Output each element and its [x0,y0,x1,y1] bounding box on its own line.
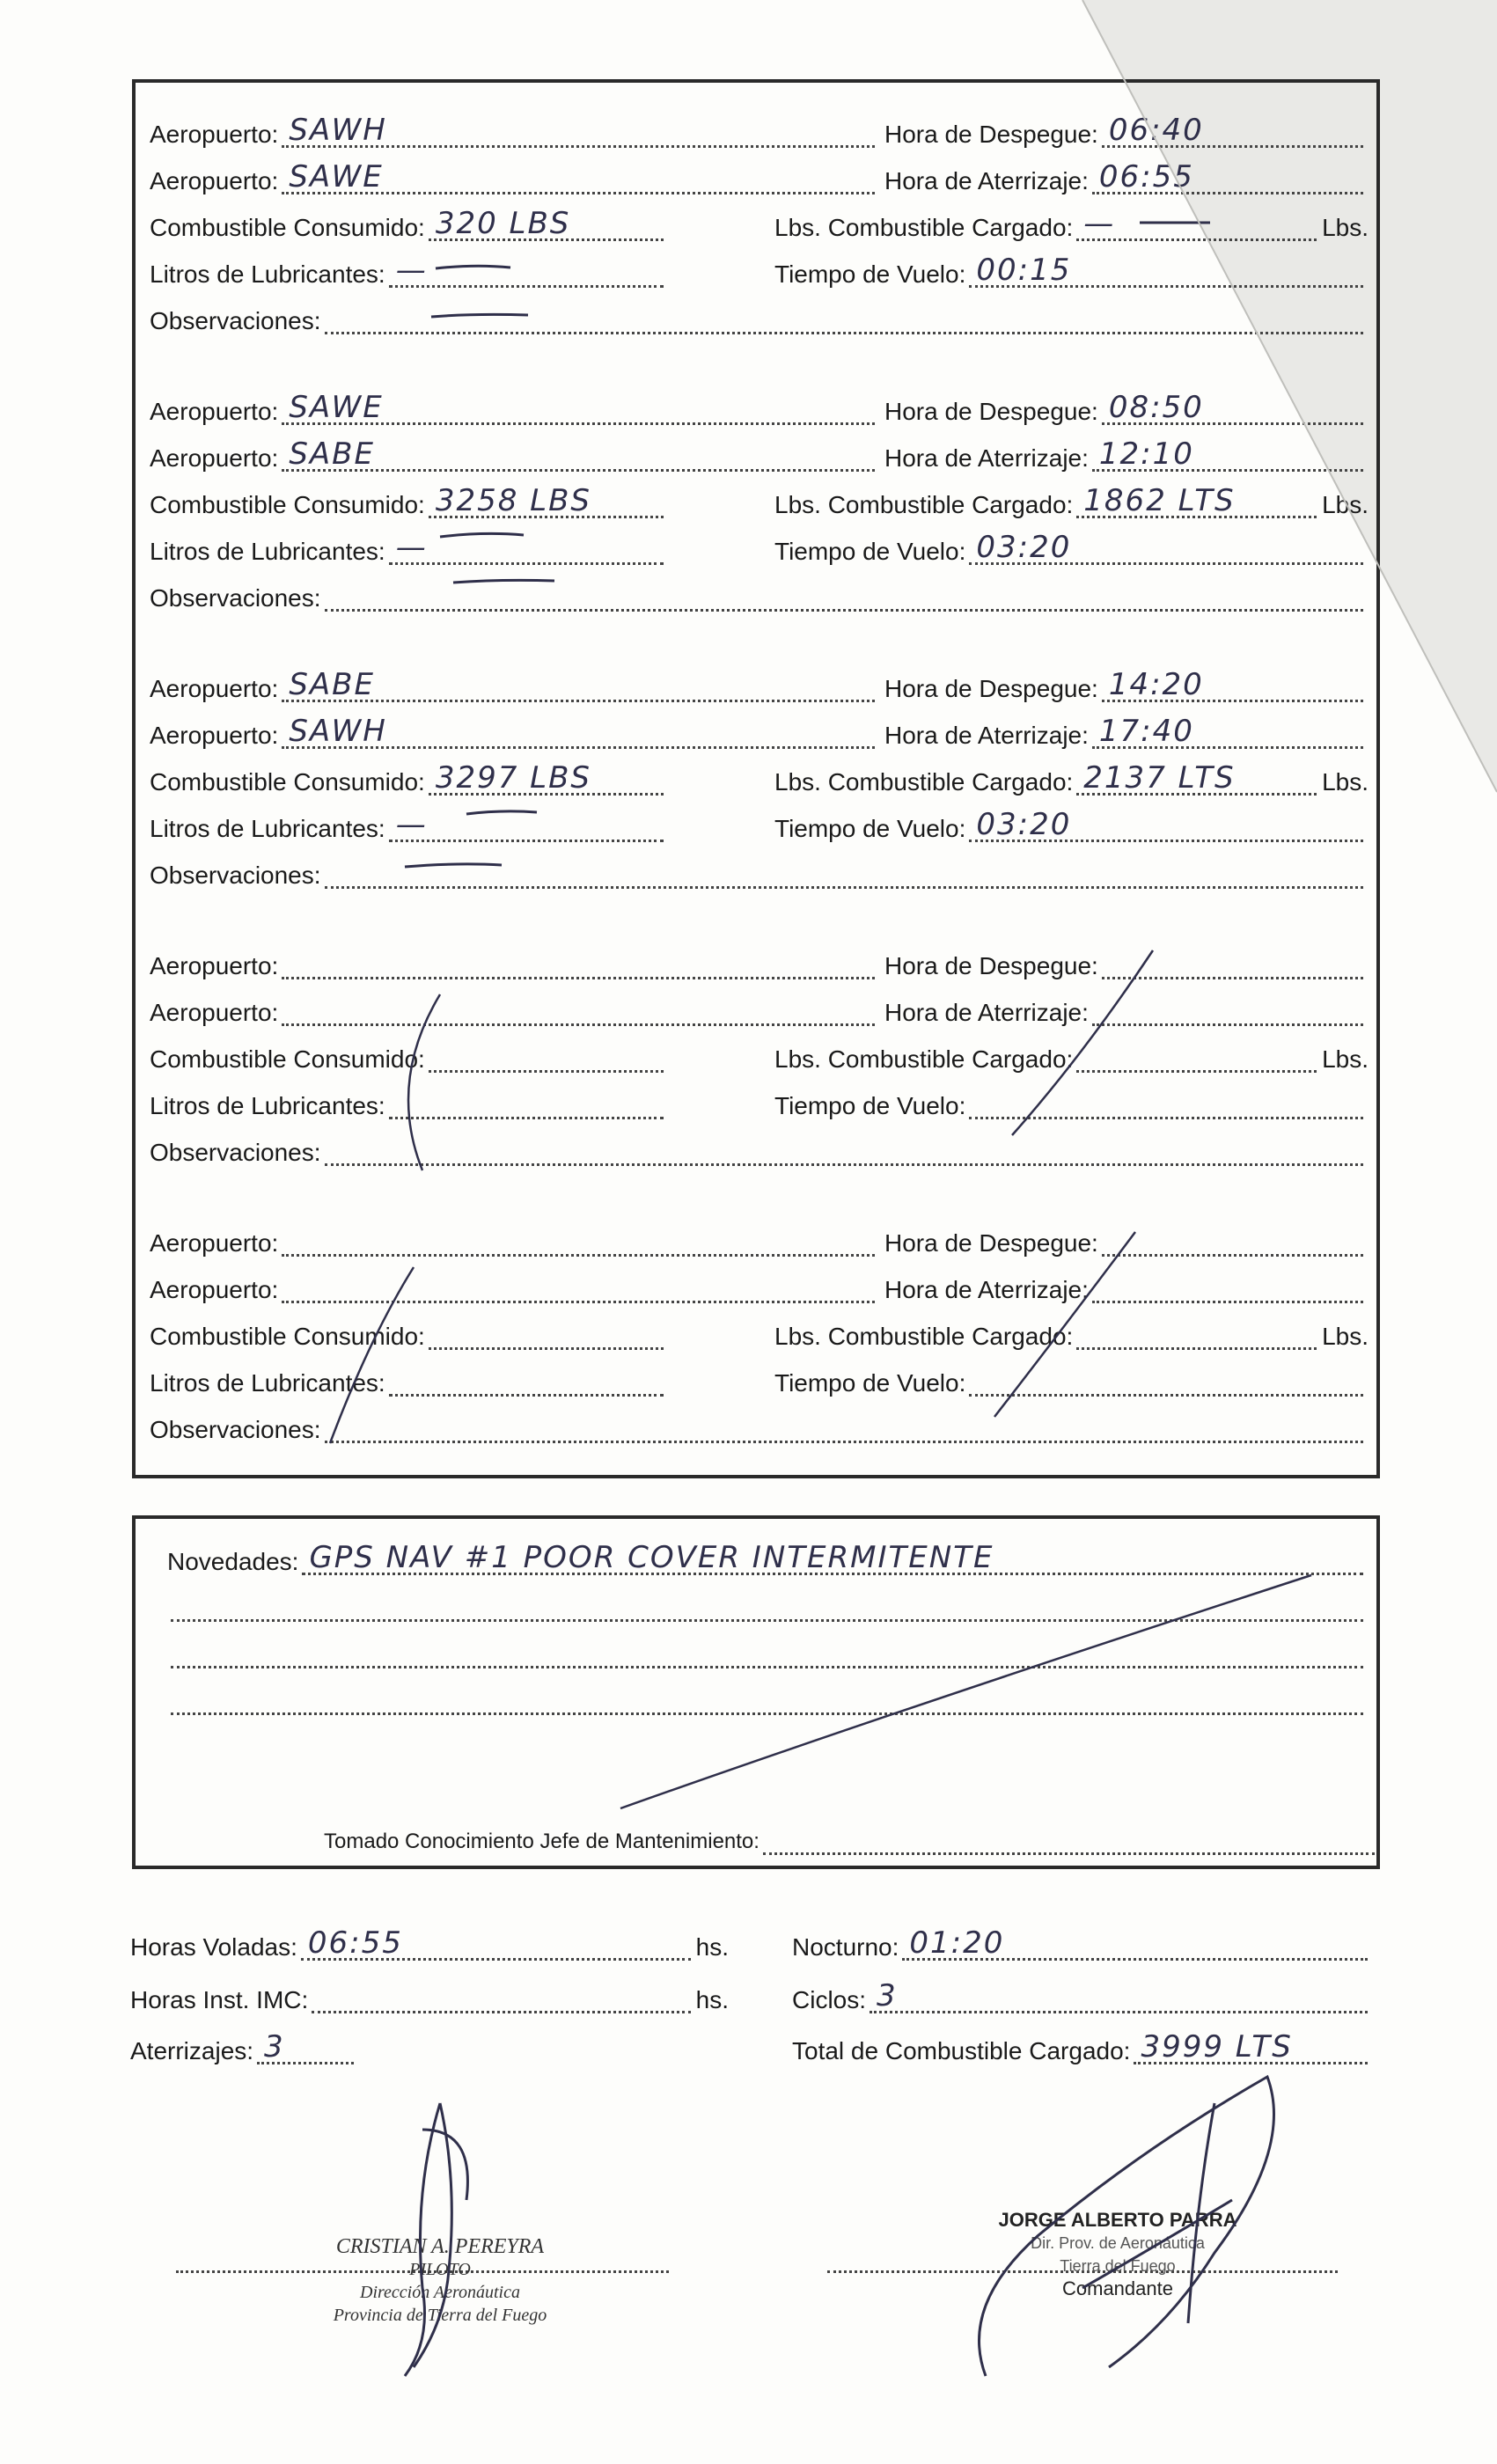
leg-1-aeropuerto-destino-row [150,161,880,202]
leg-3-observaciones-row [150,855,1369,896]
aeropuerto-origen-value: SAWH [289,113,387,148]
leg-3-litros-lubricantes-row [150,809,669,849]
aeropuerto-origen-value: SABE [289,667,375,702]
leg-3-observaciones-field[interactable] [325,860,1363,889]
leg-1-hora-despegue-row [884,114,1369,155]
stamp-right [959,2209,1276,2300]
combustible-cargado-unit: Lbs. [1322,1045,1369,1073]
combustible-consumido-value: 320 LBS [435,206,571,241]
combustible-cargado-label: Lbs. Combustible Cargado: [774,214,1074,241]
combustible-cargado-value: 2137 LTS [1083,760,1236,796]
leg-1-observaciones-field[interactable] [325,305,1363,334]
leg-2-aeropuerto-destino-field[interactable] [282,436,875,472]
leg-2-aeropuerto-destino-row [150,438,880,479]
horas-voladas-row: Horas Voladas: 06:55 hs. [130,1925,729,1961]
tomado-conocimiento-line[interactable] [763,1826,1375,1855]
stamp-right-line-3: Tierra del Fuego [1060,2257,1176,2275]
aterrizajes-field[interactable]: 3 [257,2035,354,2064]
stamp-right-line-2: Dir. Prov. de Aeronáutica [1031,2234,1205,2252]
tiempo-vuelo-label: Tiempo de Vuelo: [774,815,966,842]
hora-despegue-value: 08:50 [1108,390,1204,425]
observaciones-label: Observaciones: [150,307,321,334]
stamp-right-name: JORGE ALBERTO PARRA [998,2209,1237,2231]
leg-5-hora-aterrizaje-field[interactable] [1092,1274,1363,1303]
leg-5-observaciones-row [150,1410,1369,1450]
tomado-conocimiento-row [324,1822,1380,1862]
leg-2-combustible-consumido-field[interactable] [429,483,664,518]
leg-1-tiempo-vuelo-row [774,254,1369,295]
litros-lubricantes-label: Litros de Lubricantes: [150,1092,385,1119]
aterrizajes-row: Aterrizajes: 3 [130,2031,359,2072]
hora-despegue-label: Hora de Despegue: [884,675,1098,702]
leg-2-observaciones-row [150,578,1369,619]
leg-3-litros-lubricantes-field[interactable] [389,807,664,842]
leg-4-hora-aterrizaje-field[interactable] [1092,997,1363,1026]
leg-3-combustible-cargado-row [774,762,1369,803]
leg-3-tiempo-vuelo-row [774,809,1369,849]
leg-2-aeropuerto-origen-row [150,392,880,432]
leg-3-hora-despegue-field[interactable] [1102,667,1363,702]
leg-1-combustible-consumido-field[interactable] [429,206,664,241]
tiempo-vuelo-value: 03:20 [976,807,1072,842]
leg-5-combustible-cargado-row [774,1316,1369,1357]
ciclos-field[interactable]: 3 [870,1984,1368,2013]
combustible-cargado-unit: Lbs. [1322,214,1369,241]
stamp-left-line-3: Dirección Aeronáutica [360,2283,520,2302]
tomado-conocimiento-label: Tomado Conocimiento Jefe de Mantenimiento: [324,1830,760,1853]
leg-3-combustible-consumido-row [150,762,669,803]
leg-5-combustible-consumido-row [150,1316,669,1357]
hora-despegue-value: 14:20 [1108,667,1204,702]
combustible-consumido-value: 3258 LBS [435,483,591,518]
tiempo-vuelo-label: Tiempo de Vuelo: [774,538,966,565]
aeropuerto-destino-value: SABE [289,436,375,472]
leg-2-combustible-cargado-field[interactable] [1076,483,1317,518]
leg-1-combustible-cargado-row [774,208,1369,248]
novedades-line-1[interactable] [302,1540,1363,1575]
combustible-cargado-label: Lbs. Combustible Cargado: [774,768,1074,796]
novedades-line-3[interactable] [171,1639,1363,1668]
leg-5-aeropuerto-destino-row [150,1270,880,1310]
leg-1-litros-lubricantes-field[interactable] [389,253,664,288]
leg-1-aeropuerto-destino-field[interactable] [282,159,875,194]
tiempo-vuelo-value: 03:20 [976,530,1072,565]
leg-3-aeropuerto-origen-row [150,669,880,709]
aeropuerto-destino-label: Aeropuerto: [150,444,279,472]
leg-4-tiempo-vuelo-field[interactable] [969,1090,1363,1119]
leg-1-aeropuerto-origen-field[interactable] [282,113,875,148]
aeropuerto-origen-label: Aeropuerto: [150,1229,279,1257]
litros-lubricantes-label: Litros de Lubricantes: [150,538,385,565]
leg-4-combustible-cargado-row [774,1039,1369,1080]
leg-1-litros-lubricantes-row [150,254,669,295]
leg-1-hora-aterrizaje-field[interactable] [1092,159,1363,194]
leg-2-tiempo-vuelo-row [774,532,1369,572]
hora-aterrizaje-value: 12:10 [1098,436,1194,472]
leg-4-hora-despegue-field[interactable] [1102,950,1363,979]
leg-2-combustible-consumido-row [150,485,669,525]
nocturno-field[interactable]: 01:20 [902,1932,1368,1961]
tiempo-vuelo-label: Tiempo de Vuelo: [774,1092,966,1119]
combustible-consumido-label: Combustible Consumido: [150,1323,425,1350]
aeropuerto-origen-label: Aeropuerto: [150,398,279,425]
horas-voladas-field[interactable]: 06:55 [301,1932,691,1961]
leg-2-litros-lubricantes-row [150,532,669,572]
combustible-cargado-value: — [1083,206,1116,241]
leg-5-aeropuerto-destino-field[interactable] [282,1274,875,1303]
leg-5-hora-despegue-row [884,1223,1369,1264]
leg-5-litros-lubricantes-field[interactable] [389,1368,664,1397]
leg-4-aeropuerto-destino-row [150,993,880,1033]
stamp-left-line-4: Provincia de Tierra del Fuego [333,2306,547,2325]
total-combustible-row: Total de Combustible Cargado: 3999 LTS [792,2031,1373,2072]
combustible-cargado-unit: Lbs. [1322,1323,1369,1350]
combustible-cargado-unit: Lbs. [1322,768,1369,796]
leg-5-aeropuerto-origen-field[interactable] [282,1228,875,1257]
total-combustible-field[interactable]: 3999 LTS [1134,2035,1368,2064]
hora-aterrizaje-value: 17:40 [1098,714,1194,749]
leg-4-observaciones-field[interactable] [325,1137,1363,1166]
leg-5-aeropuerto-origen-row [150,1223,880,1264]
leg-3-tiempo-vuelo-field[interactable] [969,807,1363,842]
leg-4-hora-despegue-row [884,946,1369,986]
litros-lubricantes-value: — [395,253,428,288]
leg-2-observaciones-field[interactable] [325,583,1363,612]
litros-lubricantes-label: Litros de Lubricantes: [150,815,385,842]
leg-5-tiempo-vuelo-row [774,1363,1369,1404]
hora-aterrizaje-label: Hora de Aterrizaje: [884,722,1089,749]
aeropuerto-origen-label: Aeropuerto: [150,675,279,702]
tiempo-vuelo-label: Tiempo de Vuelo: [774,260,966,288]
leg-1-tiempo-vuelo-field[interactable] [969,253,1363,288]
aeropuerto-origen-label: Aeropuerto: [150,121,279,148]
tiempo-vuelo-label: Tiempo de Vuelo: [774,1369,966,1397]
leg-1-combustible-consumido-row [150,208,669,248]
leg-4-hora-aterrizaje-row [884,993,1369,1033]
stamp-right-line-4: Comandante [1062,2277,1173,2299]
leg-3-hora-despegue-row [884,669,1369,709]
litros-lubricantes-value: — [395,807,428,842]
stamp-left [282,2235,598,2327]
leg-5-combustible-cargado-field[interactable] [1076,1321,1317,1350]
leg-2-tiempo-vuelo-field[interactable] [969,530,1363,565]
leg-4-aeropuerto-origen-field[interactable] [282,950,875,979]
stamp-left-name: CRISTIAN A. PEREYRA [335,2235,545,2258]
combustible-cargado-label: Lbs. Combustible Cargado: [774,491,1074,518]
combustible-consumido-label: Combustible Consumido: [150,491,425,518]
hora-aterrizaje-label: Hora de Aterrizaje: [884,1276,1089,1303]
novedades-row-3 [167,1635,1369,1676]
litros-lubricantes-value: — [395,530,428,565]
leg-4-tiempo-vuelo-row [774,1086,1369,1126]
combustible-consumido-label: Combustible Consumido: [150,768,425,796]
leg-5-hora-despegue-field[interactable] [1102,1228,1363,1257]
leg-2-combustible-cargado-row [774,485,1369,525]
hora-despegue-value: 06:40 [1108,113,1204,148]
combustible-cargado-label: Lbs. Combustible Cargado: [774,1323,1074,1350]
novedades-label: Novedades: [167,1548,299,1575]
leg-2-hora-aterrizaje-field[interactable] [1092,436,1363,472]
aeropuerto-destino-label: Aeropuerto: [150,999,279,1026]
leg-2-aeropuerto-origen-field[interactable] [282,390,875,425]
litros-lubricantes-label: Litros de Lubricantes: [150,260,385,288]
novedades-line-4[interactable] [171,1686,1363,1715]
leg-4-observaciones-row [150,1133,1369,1173]
novedades-text: GPS NAV #1 POOR COVER INTERMITENTE [309,1540,994,1575]
observaciones-label: Observaciones: [150,1416,321,1443]
hora-despegue-label: Hora de Despegue: [884,1229,1098,1257]
aeropuerto-destino-value: SAWE [289,159,384,194]
leg-2-hora-aterrizaje-row [884,438,1369,479]
hora-despegue-label: Hora de Despegue: [884,121,1098,148]
hora-despegue-label: Hora de Despegue: [884,398,1098,425]
leg-2-hora-despegue-row [884,392,1369,432]
hora-aterrizaje-label: Hora de Aterrizaje: [884,444,1089,472]
leg-3-aeropuerto-destino-row [150,715,880,756]
nocturno-row: Nocturno: 01:20 [792,1927,1373,1968]
aeropuerto-destino-value: SAWH [289,714,387,749]
hora-aterrizaje-value: 06:55 [1098,159,1194,194]
combustible-consumido-label: Combustible Consumido: [150,214,425,241]
novedades-row-4 [167,1682,1369,1722]
novedades-row-1 [167,1542,1369,1582]
combustible-cargado-label: Lbs. Combustible Cargado: [774,1045,1074,1073]
hora-aterrizaje-label: Hora de Aterrizaje: [884,999,1089,1026]
leg-3-combustible-consumido-field[interactable] [429,760,664,796]
horas-inst-imc-field[interactable] [312,1984,690,2013]
leg-3-hora-aterrizaje-field[interactable] [1092,714,1363,749]
hora-aterrizaje-label: Hora de Aterrizaje: [884,167,1089,194]
combustible-cargado-value: 1862 LTS [1083,483,1236,518]
leg-4-litros-lubricantes-field[interactable] [389,1090,664,1119]
hora-despegue-label: Hora de Despegue: [884,952,1098,979]
leg-4-combustible-consumido-field[interactable] [429,1044,664,1073]
observaciones-label: Observaciones: [150,1139,321,1166]
leg-5-combustible-consumido-field[interactable] [429,1321,664,1350]
tiempo-vuelo-value: 00:15 [976,253,1072,288]
observaciones-label: Observaciones: [150,584,321,612]
leg-3-aeropuerto-origen-field[interactable] [282,667,875,702]
horas-inst-imc-row: Horas Inst. IMC: hs. [130,1986,729,2013]
leg-2-hora-despegue-field[interactable] [1102,390,1363,425]
observaciones-label: Observaciones: [150,862,321,889]
leg-5-tiempo-vuelo-field[interactable] [969,1368,1363,1397]
aeropuerto-destino-label: Aeropuerto: [150,722,279,749]
novedades-row-2 [167,1588,1369,1629]
novedades-line-2[interactable] [171,1593,1363,1622]
ciclos-row: Ciclos: 3 [792,1980,1373,2020]
leg-5-litros-lubricantes-row [150,1363,669,1404]
leg-1-hora-aterrizaje-row [884,161,1369,202]
combustible-cargado-unit: Lbs. [1322,491,1369,518]
leg-4-combustible-cargado-field[interactable] [1076,1044,1317,1073]
leg-4-combustible-consumido-row [150,1039,669,1080]
aeropuerto-destino-label: Aeropuerto: [150,167,279,194]
aeropuerto-origen-label: Aeropuerto: [150,952,279,979]
leg-4-litros-lubricantes-row [150,1086,669,1126]
leg-4-aeropuerto-destino-field[interactable] [282,997,875,1026]
leg-1-aeropuerto-origen-row [150,114,880,155]
aeropuerto-origen-value: SAWE [289,390,384,425]
leg-1-hora-despegue-field[interactable] [1102,113,1363,148]
stamp-left-line-2: PILOTO [409,2260,471,2279]
leg-3-hora-aterrizaje-row [884,715,1369,756]
leg-3-combustible-cargado-field[interactable] [1076,760,1317,796]
leg-5-observaciones-field[interactable] [325,1414,1363,1443]
leg-3-aeropuerto-destino-field[interactable] [282,714,875,749]
litros-lubricantes-label: Litros de Lubricantes: [150,1369,385,1397]
leg-4-aeropuerto-origen-row [150,946,880,986]
leg-2-litros-lubricantes-field[interactable] [389,530,664,565]
leg-5-hora-aterrizaje-row [884,1270,1369,1310]
combustible-consumido-label: Combustible Consumido: [150,1045,425,1073]
combustible-consumido-value: 3297 LBS [435,760,591,796]
leg-1-observaciones-row [150,301,1369,341]
leg-1-combustible-cargado-field[interactable] [1076,206,1317,241]
aeropuerto-destino-label: Aeropuerto: [150,1276,279,1303]
